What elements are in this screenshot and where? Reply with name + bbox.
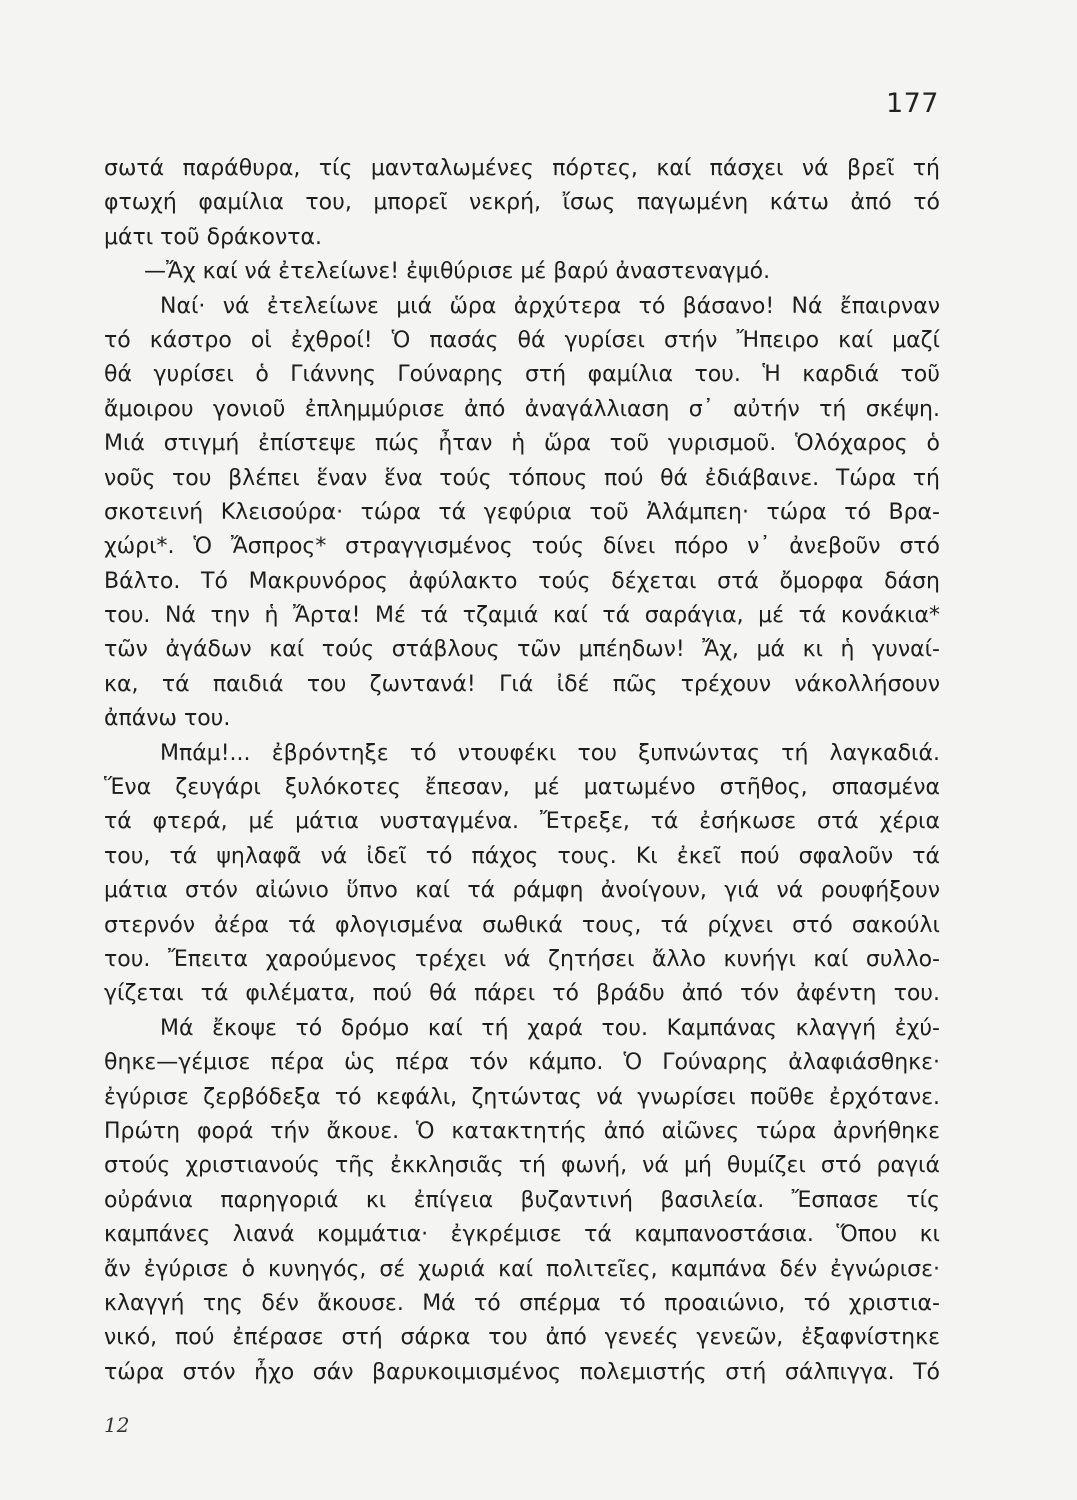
text-line: κλαγγή της δέν ἄκουσε. Μά τό σπέρμα τό προαιώνιο, τό χριστια- [104, 1290, 940, 1316]
text-line: μάτι τοῦ δράκοντα. [104, 224, 322, 250]
text-line: Πρώτη φορά τήν ἄκουε. Ὁ κατακτητής ἀπό αἰῶνες τώρα ἀρνήθηκε [104, 1118, 940, 1144]
text-line: ἐγύρισε ζερβόδεξα τό κεφάλι, ζητώντας νά γνωρίσει ποῦθε ἐρχότανε. [104, 1084, 940, 1110]
text-line: στούς χριστιανούς τῆς ἐκκλησιᾶς τή φωνή, νά μή θυμίζει στό ραγιά [104, 1153, 940, 1179]
text-line: Μπάμ!... ἐβρόντηξε τό ντουφέκι του ξυπνώντας τή λαγκαδιά. [160, 740, 940, 766]
text-line: στερνόν ἀέρα τά φλογισμένα σωθικά τους, τά ρίχνει στό σακούλι [104, 912, 940, 938]
text-line: τῶν ἀγάδων καί τούς στάβλους τῶν μπέηδων! Ἄχ, μά κι ἡ γυναί- [104, 637, 940, 663]
text-line: καμπάνες λιανά κομμάτια· ἐγκρέμισε τά καμπανοστάσια. Ὅπου κι [104, 1222, 940, 1248]
text-line: φτωχή φαμίλια του, μπορεῖ νεκρή, ἴσως παγωμένη κάτω ἀπό τό [104, 190, 940, 216]
text-line: θηκε—γέμισε πέρα ὡς πέρα τόν κάμπο. Ὁ Γούναρης ἀλαφιάσθηκε· [104, 1050, 940, 1076]
body-text [104, 152, 940, 1390]
text-line: ἄμοιρου γονιοῦ ἐπλημμύρισε ἀπό ἀναγάλλιαση σ᾽ αὐτήν τή σκέψη. [104, 396, 940, 422]
text-line: τό κάστρο οἱ ἐχθροί! Ὁ πασάς θά γυρίσει στήν Ἤπειρο καί μαζί [104, 327, 940, 353]
text-line: οὐράνια παρηγοριά κι ἐπίγεια βυζαντινή βασιλεία. Ἔσπασε τίς [104, 1187, 940, 1213]
text-line: Βάλτο. Τό Μακρυνόρος ἀφύλακτο τούς δέχεται στά ὄμορφα δάση [104, 568, 940, 594]
text-line: ἀπάνω του. [104, 706, 231, 732]
text-line: κα, τά παιδιά του ζωντανά! Γιά ἰδέ πῶς τρέχουν νάκολλήσουν [104, 671, 940, 697]
text-line: χώρι*. Ὁ Ἄσπρος* στραγγισμένος τούς δίνει πόρο ν᾽ ἀνεβοῦν στό [104, 534, 940, 560]
text-line: του. Νά την ἡ Ἄρτα! Μέ τά τζαμιά καί τά σαράγια, μέ τά κονάκια* [104, 603, 940, 629]
text-line: —Ἄχ καί νά ἐτελείωνε! ἐψιθύρισε μέ βαρύ ἀναστεναγμό. [144, 259, 771, 285]
text-line: Ἕνα ζευγάρι ξυλόκοτες ἔπεσαν, μέ ματωμένο στῆθος, σπασμένα [104, 775, 940, 801]
text-line: γίζεται τά φιλέματα, πού θά πάρει τό βράδυ ἀπό τόν ἀφέντη του. [104, 981, 940, 1007]
text-line: τά φτερά, μέ μάτια νυσταγμένα. Ἔτρεξε, τά ἐσήκωσε στά χέρια [104, 809, 940, 835]
text-line: Μά ἔκοψε τό δρόμο καί τή χαρά του. Καμπάνας κλαγγή ἐχύ- [160, 1015, 940, 1041]
signature-mark: 12 [104, 1413, 130, 1437]
text-line: Μιά στιγμή ἐπίστεψε πώς ἦταν ἡ ὥρα τοῦ γυρισμοῦ. Ὁλόχαρος ὁ [104, 431, 940, 457]
text-line: τώρα στόν ἦχο σάν βαρυκοιμισμένος πολεμιστής στή σάλπιγγα. Τό [104, 1359, 940, 1385]
text-line: μάτια στόν αἰώνιο ὕπνο καί τά ράμφη ἀνοίγουν, γιά νά ρουφήξουν [104, 878, 940, 904]
text-line: νικό, πού ἐπέρασε στή σάρκα του ἀπό γενεές γενεῶν, ἐξαφνίστηκε [104, 1325, 940, 1351]
text-line: νοῦς του βλέπει ἕναν ἕνα τούς τόπους πού θά ἐδιάβαινε. Τώρα τή [104, 465, 940, 491]
text-line: του. Ἔπειτα χαρούμενος τρέχει νά ζητήσει ἄλλο κυνήγι καί συλλο- [104, 946, 940, 972]
text-line: ἄν ἐγύρισε ὁ κυνηγός, σέ χωριά καί πολιτεῖες, καμπάνα δέν ἐγνώρισε· [104, 1256, 940, 1282]
page-number: 177 [885, 88, 939, 119]
text-line: θά γυρίσει ὁ Γιάννης Γούναρης στή φαμίλια του. Ἡ καρδιά τοῦ [104, 362, 940, 388]
text-line: σωτά παράθυρα, τίς μανταλωμένες πόρτες, καί πάσχει νά βρεῖ τή [104, 156, 940, 181]
text-line: σκοτεινή Κλεισούρα· τώρα τά γεφύρια τοῦ Ἀλάμπεη· τώρα τό Βρα- [104, 499, 940, 525]
text-line: του, τά ψηλαφᾶ νά ἰδεῖ τό πάχος τους. Κι ἐκεῖ πού σφαλοῦν τά [104, 843, 940, 869]
text-line: Ναί· νά ἐτελείωνε μιά ὥρα ἀρχύτερα τό βάσανο! Νά ἔπαιρναν [160, 293, 940, 319]
